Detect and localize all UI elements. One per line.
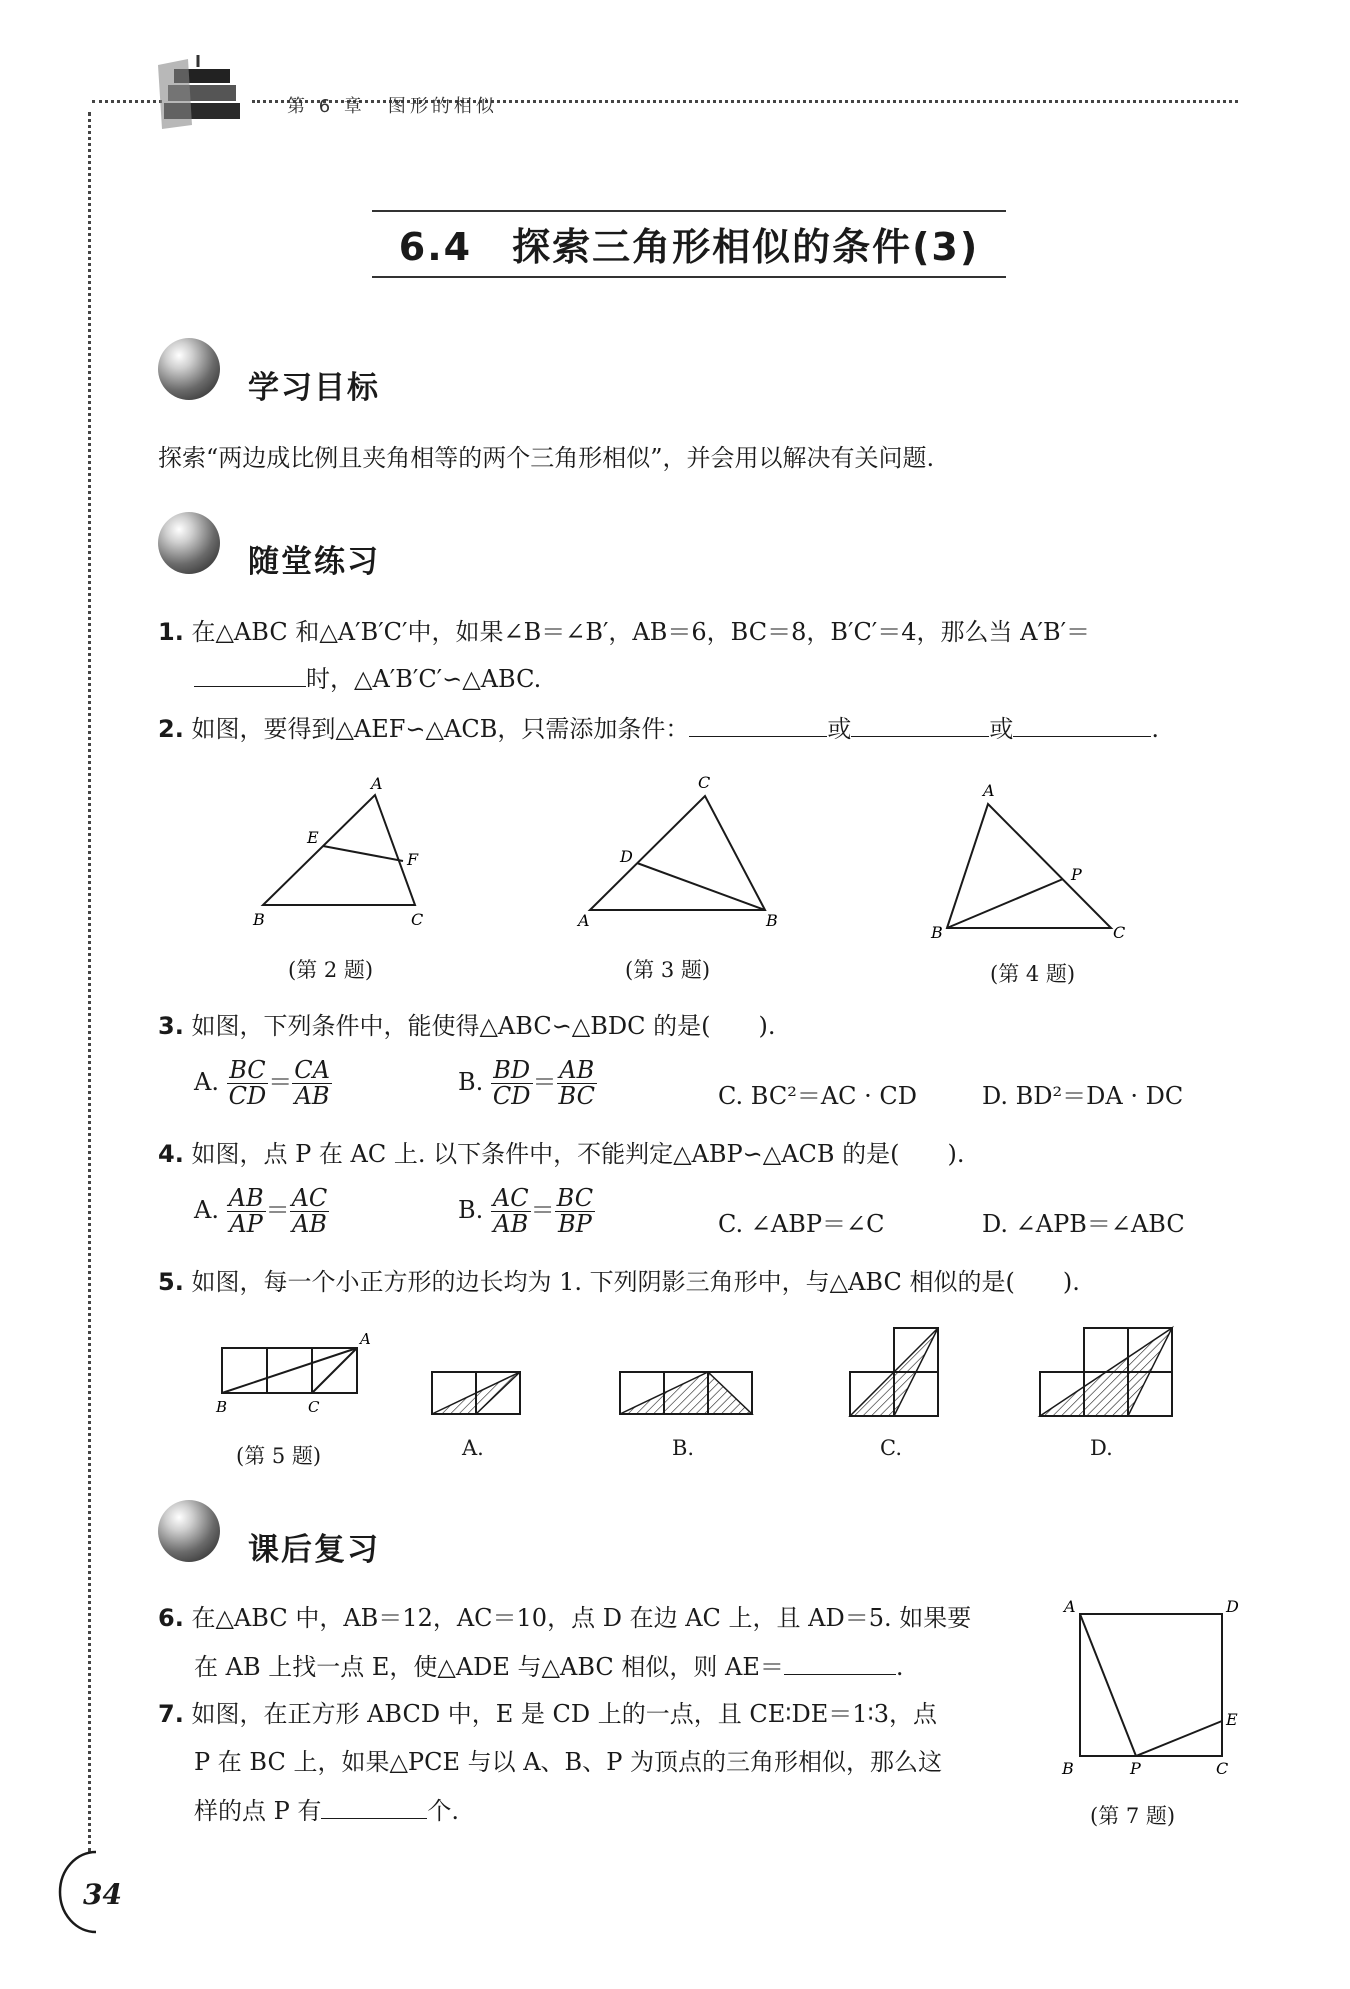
question-number: 5. [158,1268,184,1296]
numerator: BC [227,1058,269,1084]
option-b-figure [616,1366,756,1418]
numerator: AB [557,1058,597,1084]
label-B: B [253,910,265,929]
fraction [555,1186,595,1237]
fraction [227,1058,269,1109]
question-number: 2. [158,715,184,743]
denominator: BP [557,1210,592,1239]
figure-5-grid [212,1328,372,1418]
question-3-option-a[interactable]: A. $\frac{BC}{CD}$ ＝ $\frac{CA}{AB}$ [194,1056,330,1111]
label-C: C [411,910,424,929]
label-C: C [1216,1759,1229,1778]
fraction [290,1186,330,1237]
numerator: BC [556,1184,594,1212]
question-1-line2-row [194,664,541,694]
label-B: B [766,911,778,930]
question-1 [158,618,1090,647]
label-C: C [698,773,711,792]
section-review-title: 课后复习 [248,1532,380,1568]
question-7-line3-row [194,1796,459,1826]
question-6-line1: 在△ABC 中，AB＝12，AC＝10，点 D 在边 AC 上，且 AD＝5. 如果要 [191,1604,972,1632]
fraction [491,1058,533,1109]
figure-2-triangle [245,775,435,930]
page-number: 34 [83,1878,122,1911]
answer-blank[interactable] [784,1652,896,1675]
numerator: BD [491,1058,533,1084]
numerator: AC [291,1184,328,1212]
question-7-line3b: 个. [427,1797,460,1825]
denominator: AB [294,1082,330,1111]
answer-blank[interactable] [689,714,827,737]
label-B: B [216,1398,228,1416]
title-rule-bottom [372,276,1006,278]
question-1-line1: 在△ABC 和△A′B′C′中，如果∠B＝∠B′，AB＝6，BC＝8，B′C′＝4，那么当 A′B′＝ [191,618,1091,646]
question-4 [158,1140,965,1169]
page-title: 6.4 探索三角形相似的条件(3) [398,225,980,269]
question-4-option-c[interactable]: C. ∠ABP＝∠C [718,1210,885,1238]
fraction [227,1186,266,1237]
answer-blank[interactable] [194,664,306,687]
question-4-text: 如图，点 P 在 AC 上. 以下条件中，不能判定△ABP∽△ACB 的是( ). [191,1140,965,1168]
question-number: 1. [158,618,184,646]
label-P: P [1071,865,1082,884]
label-E: E [1226,1710,1238,1729]
label-A: A [371,775,383,793]
answer-blank[interactable] [321,1796,427,1819]
question-3-text: 如图，下列条件中，能使得△ABC∽△BDC 的是( ). [191,1012,776,1040]
title-rule-top [372,210,1006,212]
option-a-caption: A. [462,1436,484,1460]
or-word: 或 [827,715,852,743]
denominator: CD [228,1082,267,1111]
question-6 [158,1604,971,1633]
question-7-line3a: 样的点 P 有 [194,1797,322,1825]
fraction [557,1058,597,1109]
label-C: C [1113,923,1126,940]
question-4-option-b[interactable]: B. $\frac{AC}{AB}$ ＝ $\frac{BC}{BP}$ [458,1184,594,1239]
label-A: A [1064,1597,1076,1616]
figure-2-caption: (第 2 题) [288,958,374,982]
label-C: C [308,1398,320,1416]
figure-5-caption: (第 5 题) [236,1444,322,1468]
denominator: AB [493,1210,529,1239]
label-B: B [1062,1759,1074,1778]
question-3 [158,1012,776,1041]
question-7-line2: P 在 BC 上，如果△PCE 与以 A、B、P 为顶点的三角形相似，那么这 [194,1748,942,1776]
numerator: AC [492,1184,529,1212]
section-goal-title: 学习目标 [248,370,380,406]
option-d-figure [1036,1322,1180,1422]
question-number: 7. [158,1700,184,1728]
section-ball-icon [158,512,220,574]
answer-blank[interactable] [1013,714,1151,737]
figure-3-triangle [570,770,790,930]
question-7 [158,1700,937,1729]
label-A: A [578,911,590,930]
figure-7-caption: (第 7 题) [1090,1804,1176,1828]
section-ball-icon [158,338,220,400]
question-number: 4. [158,1140,184,1168]
label-B: B [931,923,943,940]
question-6-line2b: . [895,1653,904,1681]
option-label: A. [194,1196,219,1225]
label-D: D [620,847,633,866]
question-6-line2a: 在 AB 上找一点 E，使△ADE 与△ABC 相似，则 AE＝ [194,1653,784,1681]
label-F: F [407,850,419,869]
question-5-text: 如图，每一个小正方形的边长均为 1. 下列阴影三角形中，与△ABC 相似的是( ). [191,1268,1080,1296]
figure-7-square [1058,1590,1248,1780]
option-c-figure [846,1322,946,1422]
denominator: CD [492,1082,531,1111]
question-5 [158,1268,1080,1297]
book-stack-logo [148,55,248,135]
fraction [491,1186,531,1237]
section-ball-icon [158,1500,220,1562]
option-b-caption: B. [672,1436,695,1460]
label-P: P [1130,1759,1141,1778]
header-chapter: 第 6 章 图形的相似 [287,96,498,117]
section-practice-title: 随堂练习 [248,544,380,580]
figure-3-caption: (第 3 题) [625,958,711,982]
question-3-option-b[interactable]: B. $\frac{BD}{CD}$ ＝ $\frac{AB}{BC}$ [458,1056,595,1111]
goal-text: 探索“两边成比例且夹角相等的两个三角形相似”，并会用以解决有关问题. [158,444,935,472]
question-4-option-d[interactable]: D. ∠APB＝∠ABC [982,1210,1185,1238]
question-7-line1: 如图，在正方形 ABCD 中，E 是 CD 上的一点，且 CE∶DE＝1∶3，点 [191,1700,938,1728]
denominator: AB [291,1210,327,1239]
option-label: B. [458,1196,484,1225]
question-number: 6. [158,1604,184,1632]
option-label: B. [458,1068,484,1097]
or-word: 或 [989,715,1014,743]
fraction [292,1058,332,1109]
question-3-option-d[interactable]: D. BD²＝DA · DC [982,1082,1184,1110]
figure-4-caption: (第 4 题) [990,962,1076,986]
question-1-line2: 时，△A′B′C′∽△ABC. [306,665,542,693]
question-number: 3. [158,1012,184,1040]
figure-4-triangle [915,780,1135,940]
option-d-caption: D. [1090,1436,1113,1460]
answer-blank[interactable] [851,714,989,737]
label-E: E [307,828,319,847]
left-margin-dotted-line [88,112,91,1852]
numerator: AB [228,1184,264,1212]
option-label: A. [194,1068,219,1097]
label-A: A [360,1330,371,1348]
numerator: CA [294,1056,330,1084]
option-c-caption: C. [880,1436,902,1460]
denominator: BC [558,1082,595,1111]
option-a-figure [428,1368,528,1418]
question-6-line2-row [194,1652,904,1682]
question-2-text: 如图，要得到△AEF∽△ACB，只需添加条件： [191,715,690,743]
period: . [1151,715,1159,743]
question-2 [158,714,1159,744]
label-A: A [983,781,995,800]
label-D: D [1226,1597,1239,1616]
question-4-option-a[interactable]: A. $\frac{AB}{AP}$ ＝ $\frac{AC}{AB}$ [194,1184,328,1239]
question-3-option-c[interactable]: C. BC²＝AC · CD [718,1082,918,1110]
denominator: AP [229,1210,263,1239]
